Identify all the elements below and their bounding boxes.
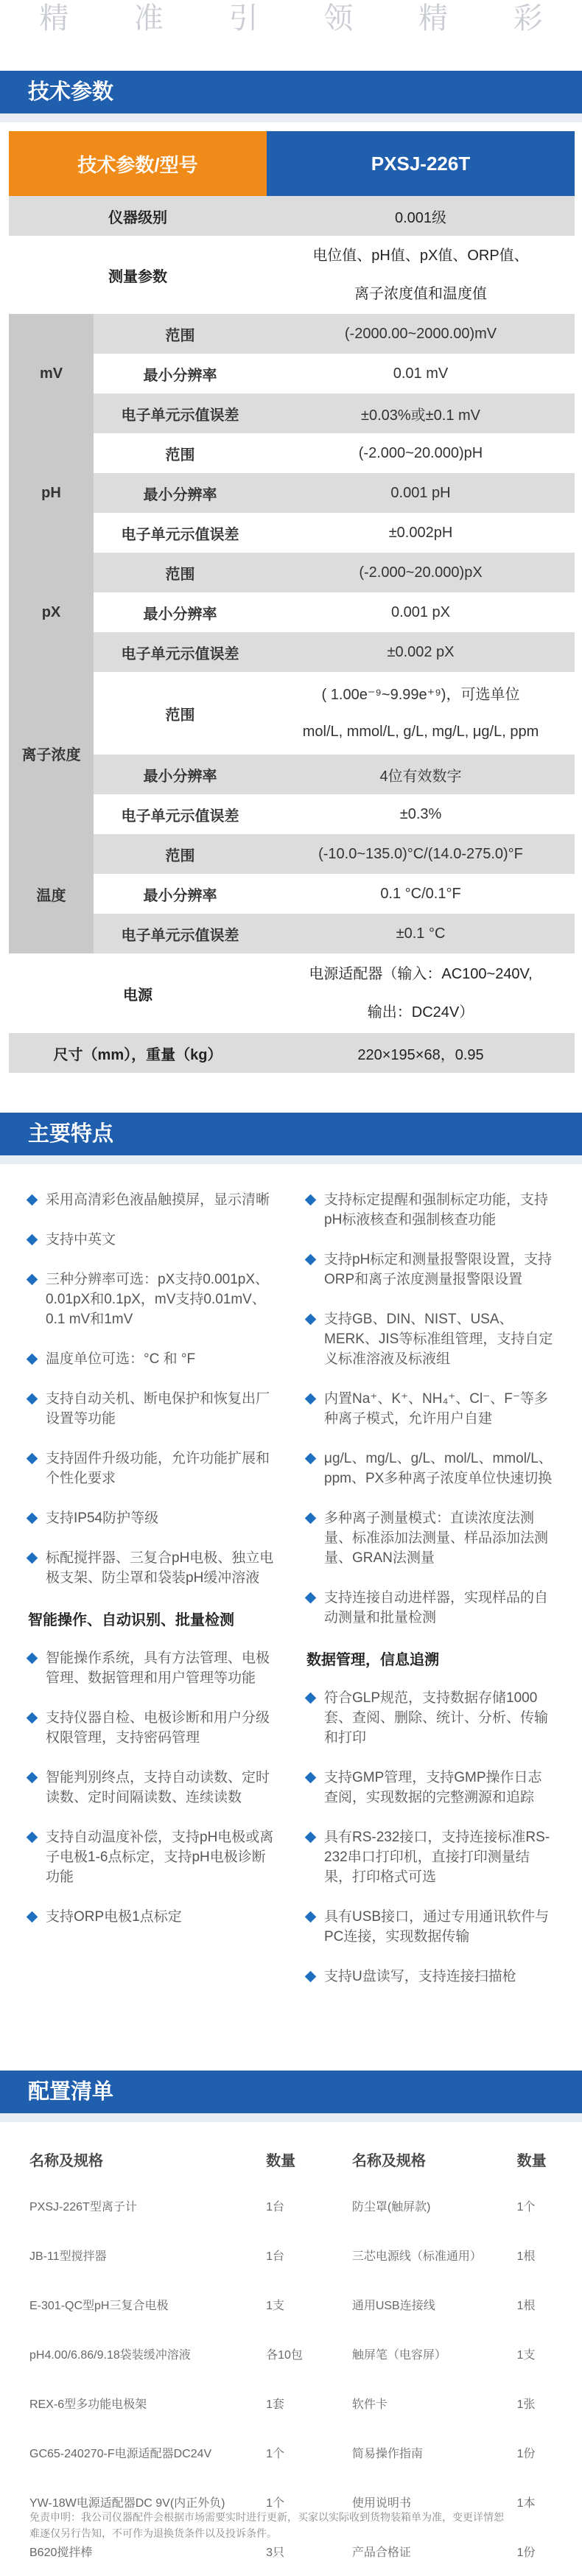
sub-label: 电子单元示值误差 <box>121 808 239 825</box>
sub-label: 电子单元示值误差 <box>121 407 239 424</box>
diamond-bullet-icon <box>27 1553 38 1564</box>
feature-item: μg/L、mg/L、g/L、mol/L、mmol/L、ppm、PX多种离子浓度单位快速切换 <box>301 1449 555 1488</box>
sub-value <box>267 672 575 755</box>
spec-table-head <box>9 131 575 196</box>
spec-section-header <box>0 71 582 113</box>
sub-label: 范围 <box>165 566 195 583</box>
feature-item: 具有RS-232接口，支持连接标准RS-232串口打印机，直接打印测量结果，打印格式可选 <box>301 1827 555 1887</box>
spec-row-params <box>9 236 575 314</box>
spec-subrow <box>94 433 575 473</box>
item-qty: 3只 <box>266 2547 284 2559</box>
item-qty: 1台 <box>266 2250 284 2263</box>
feature-item: 支持连接自动进样器，实现样品的自动测量和批量检测 <box>301 1588 555 1628</box>
diamond-bullet-icon <box>27 1393 38 1405</box>
diamond-bullet-icon <box>305 1772 317 1784</box>
sub-label: 最小分辨率 <box>143 887 217 904</box>
feature-item: 支持GB、DIN、NIST、USA、MERK、JIS等标准组管理，支持自定义标准溶液及标液组 <box>301 1309 555 1369</box>
feature-item: 支持仪器自检、电极诊断和用户分级权限管理，支持密码管理 <box>22 1708 276 1748</box>
feature-item: 多种离子测量模式：直读浓度法测量、标准添加法测量、样品添加法测量、GRAN法测量 <box>301 1508 555 1568</box>
spec-section-title: 技术参数 <box>28 80 114 104</box>
sub-value: 0.01 mV <box>393 365 449 382</box>
item-qty: 1张 <box>516 2398 536 2411</box>
item-qty: 1本 <box>516 2497 536 2510</box>
item-name: 三芯电源线（标准通用） <box>351 2250 482 2263</box>
sub-value: ±0.002 pX <box>387 643 455 660</box>
feature-heading-smart: 智能操作、自动识别、批量检测 <box>28 1612 234 1628</box>
spec-subrow <box>94 473 575 513</box>
sub-value-line: mol/L, mmol/L, g/L, mg/L, μg/L, ppm <box>302 724 539 740</box>
col-qty: 数量 <box>516 2152 547 2169</box>
item-qty: 1份 <box>516 2547 536 2559</box>
item-name: GC65-240270-F电源适配器DC24V <box>29 2448 212 2460</box>
item-qty: 1根 <box>516 2300 536 2312</box>
config-row <box>29 2329 560 2379</box>
spec-subrow <box>94 354 575 393</box>
item-name: B620搅拌棒 <box>29 2547 93 2559</box>
sub-value: (-10.0~135.0)°C/(14.0-275.0)°F <box>318 845 523 862</box>
item-qty: 1套 <box>266 2398 284 2411</box>
diamond-bullet-icon <box>305 1693 317 1704</box>
sub-value: ±0.03%或±0.1 mV <box>360 407 481 424</box>
disclaimer-line: 免责申明：我公司仪器配件会根据市场需要实时进行更新，买家以实际收到货物装箱单为准，变更详情恕 <box>29 2511 504 2523</box>
item-qty: 各10包 <box>266 2349 303 2362</box>
spec-subrow <box>94 834 575 874</box>
sub-value: 0.001 pH <box>390 484 451 501</box>
sub-label: 最小分辨率 <box>143 768 217 785</box>
item-name: JB-11型搅拌器 <box>29 2250 107 2263</box>
config-row <box>29 2379 560 2428</box>
feature-item: 智能判别终点，支持自动读数、定时读数、定时间隔读数、连续读数 <box>22 1768 276 1807</box>
diamond-bullet-icon <box>27 1453 38 1465</box>
spec-row-size <box>9 1033 575 1073</box>
spec-value-line: 电源适配器（输入：AC100~240V, <box>309 966 533 982</box>
spec-subrow <box>94 755 575 794</box>
sub-label: 最小分辨率 <box>143 606 217 623</box>
sub-value: ±0.3% <box>399 805 442 822</box>
config-row <box>29 2181 560 2230</box>
diamond-bullet-icon <box>305 1971 317 1983</box>
group-label: pH <box>9 433 94 553</box>
sub-value: 0.001 pX <box>390 603 451 620</box>
item-name: E-301-QC型pH三复合电极 <box>29 2300 169 2312</box>
diamond-bullet-icon <box>305 1832 317 1844</box>
spec-label: 尺寸（mm），重量（kg） <box>53 1046 222 1063</box>
sub-label: 范围 <box>165 327 195 344</box>
sub-label: 范围 <box>165 847 195 864</box>
spec-group-ph <box>9 433 575 553</box>
sub-label: 最小分辨率 <box>143 486 217 503</box>
config-row <box>29 2428 560 2477</box>
spec-subrow <box>94 592 575 632</box>
item-qty: 1支 <box>266 2300 284 2312</box>
feature-item: 支持自动关机、断电保护和恢复出厂设置等功能 <box>22 1389 276 1429</box>
spec-subrow <box>94 874 575 914</box>
feature-item: 支持标定提醒和强制标定功能，支持pH标液核查和强制核查功能 <box>301 1190 555 1230</box>
diamond-bullet-icon <box>27 1772 38 1784</box>
feature-item: 支持U盘读写，支持连接扫描枪 <box>301 1967 555 1987</box>
diamond-bullet-icon <box>305 1513 317 1525</box>
features-section-header <box>0 1113 582 1155</box>
feature-item: 具有USB接口，通过专用通讯软件与PC连接，实现数据传输 <box>301 1907 555 1947</box>
spec-label: 仪器级别 <box>108 209 167 226</box>
spec-value: 0.001级 <box>394 209 447 226</box>
feature-item: 支持自动温度补偿，支持pH电极或离子电极1-6点标定，支持pH电极诊断功能 <box>22 1827 276 1887</box>
group-label: 温度 <box>9 834 94 953</box>
item-qty: 1个 <box>266 2448 284 2460</box>
feature-item: 支持IP54防护等级 <box>22 1508 276 1528</box>
sub-label: 电子单元示值误差 <box>121 927 239 944</box>
spec-value <box>267 953 575 1033</box>
item-name: 防尘罩(触屏款) <box>351 2201 431 2213</box>
item-name: 通用USB连接线 <box>351 2300 435 2312</box>
spec-value-line: 离子浓度值和温度值 <box>354 286 487 302</box>
item-qty: 1支 <box>516 2349 536 2362</box>
item-name: 简易操作指南 <box>351 2448 423 2460</box>
sub-value: (-2000.00~2000.00)mV <box>344 325 497 342</box>
spec-subrow <box>94 513 575 553</box>
spec-subrow <box>94 914 575 953</box>
config-row <box>29 2230 560 2280</box>
item-qty: 1份 <box>516 2448 536 2460</box>
spec-subrow <box>94 632 575 672</box>
item-name: 软件卡 <box>351 2398 388 2411</box>
diamond-bullet-icon <box>27 1832 38 1844</box>
feature-item: 符合GLP规范，支持数据存储1000套、查阅、删除、统计、分析、传输和打印 <box>301 1688 555 1748</box>
spec-group-ion <box>9 672 575 834</box>
item-name: 使用说明书 <box>351 2497 411 2510</box>
item-name: PXSJ-226T型离子计 <box>29 2201 137 2213</box>
sub-label: 范围 <box>165 447 195 463</box>
spec-subrow <box>94 794 575 834</box>
config-header-row <box>29 2137 560 2181</box>
spec-subrow <box>94 314 575 354</box>
col-qty: 数量 <box>266 2152 296 2169</box>
sub-label: 最小分辨率 <box>143 367 217 384</box>
group-label: 离子浓度 <box>9 672 94 834</box>
diamond-bullet-icon <box>27 1194 38 1206</box>
item-qty: 1个 <box>516 2201 536 2213</box>
config-header-bar <box>0 2113 582 2122</box>
col-name: 名称及规格 <box>29 2152 103 2169</box>
spec-value <box>267 236 575 314</box>
features-right-column <box>301 1190 555 2006</box>
spec-table <box>9 131 575 1073</box>
features-header-bar <box>0 1155 582 1164</box>
diamond-bullet-icon <box>27 1234 38 1246</box>
item-name: pH4.00/6.86/9.18袋装缓冲溶液 <box>29 2349 191 2362</box>
sub-value: (-2.000~20.000)pH <box>358 444 483 461</box>
features-list <box>0 1190 582 2001</box>
sub-value: 4位有效数字 <box>379 768 462 785</box>
diamond-bullet-icon <box>27 1712 38 1724</box>
spec-subrow <box>94 393 575 433</box>
feature-heading-data: 数据管理，信息追溯 <box>306 1652 439 1668</box>
diamond-bullet-icon <box>27 1513 38 1525</box>
sub-value-line: ( 1.00e⁻⁹~9.99e⁺⁹)，可选单位 <box>321 687 520 703</box>
features-left-column <box>22 1190 276 1947</box>
feature-item: 智能操作系统，具有方法管理、电极管理、数据管理和用户管理等功能 <box>22 1648 276 1688</box>
sub-value: (-2.000~20.000)pX <box>359 564 483 581</box>
item-name: REX-6型多功能电极架 <box>29 2398 147 2411</box>
item-qty: 1个 <box>266 2497 284 2510</box>
feature-item: 标配搅拌器、三复合pH电极、独立电极支架、防尘罩和袋装pH缓冲溶液 <box>22 1548 276 1588</box>
spec-group-mv <box>9 314 575 433</box>
config-section-title: 配置清单 <box>28 2080 114 2104</box>
item-name: 产品合格证 <box>351 2547 411 2559</box>
feature-item: 温度单位可选：°C 和 °F <box>22 1349 276 1369</box>
diamond-bullet-icon <box>305 1194 317 1206</box>
spec-label: 测量参数 <box>108 268 167 285</box>
sub-label: 电子单元示值误差 <box>121 645 239 662</box>
group-label: pX <box>9 553 94 672</box>
feature-item: 三种分辨率可选：pX支持0.001pX、0.01pX和0.1pX，mV支持0.01mV、0.1 mV和1mV <box>22 1270 276 1329</box>
spec-head-model: PXSJ-226T <box>267 131 575 196</box>
col-name: 名称及规格 <box>351 2152 426 2169</box>
diamond-bullet-icon <box>305 1393 317 1405</box>
spec-label: 电源 <box>123 987 152 1004</box>
feature-item: 采用高清彩色液晶触摸屏，显示清晰 <box>22 1190 276 1210</box>
config-section-header <box>0 2071 582 2113</box>
spec-row-power <box>9 953 575 1033</box>
diamond-bullet-icon <box>305 1592 317 1604</box>
sub-value: 0.1 °C/0.1°F <box>380 885 461 902</box>
spec-group-px <box>9 553 575 672</box>
spec-header-bar <box>0 113 582 122</box>
spec-value-line: 电位值、pH值、pX值、ORP值、 <box>312 248 529 264</box>
feature-item: 支持ORP电极1点标定 <box>22 1907 276 1927</box>
item-name: 触屏笔（电容屏） <box>351 2349 446 2362</box>
diamond-bullet-icon <box>305 1453 317 1465</box>
feature-item: 支持固件升级功能，允许功能扩展和个性化要求 <box>22 1449 276 1488</box>
spec-group-temp <box>9 834 575 953</box>
diamond-bullet-icon <box>305 1254 317 1266</box>
spec-row-grade <box>9 196 575 236</box>
sub-label: 范围 <box>165 707 195 724</box>
sub-value: ±0.002pH <box>388 524 453 541</box>
diamond-bullet-icon <box>27 1911 38 1923</box>
sub-value: ±0.1 °C <box>396 925 446 942</box>
slogan: 精 准 引 领 精 彩 <box>39 1 571 35</box>
spec-value: 220×195×68，0.95 <box>357 1046 484 1063</box>
diamond-bullet-icon <box>305 1314 317 1326</box>
spec-head-left: 技术参数/型号 <box>9 131 267 196</box>
diamond-bullet-icon <box>27 1354 38 1365</box>
features-section-title: 主要特点 <box>28 1122 114 1146</box>
feature-item: 内置Na⁺、K⁺、NH₄⁺、Cl⁻、F⁻等多种离子模式，允许用户自建 <box>301 1389 555 1429</box>
group-label: mV <box>9 314 94 433</box>
spec-value-line: 输出：DC24V） <box>367 1004 474 1021</box>
item-qty: 1台 <box>266 2201 284 2213</box>
sub-label: 电子单元示值误差 <box>121 526 239 543</box>
spec-subrow <box>94 672 575 755</box>
feature-item: 支持中英文 <box>22 1230 276 1250</box>
diamond-bullet-icon <box>305 1911 317 1923</box>
diamond-bullet-icon <box>27 1653 38 1665</box>
diamond-bullet-icon <box>27 1274 38 1286</box>
disclaimer-line: 难逐仅另行告知，不可作为退换货条件以及投诉条件。 <box>29 2527 277 2539</box>
item-qty: 1根 <box>516 2250 536 2263</box>
config-row <box>29 2280 560 2329</box>
item-name: YW-18W电源适配器DC 9V(内正外负) <box>29 2497 225 2510</box>
spec-subrow <box>94 553 575 592</box>
feature-item: 支持GMP管理，支持GMP操作日志查阅，实现数据的完整溯源和追踪 <box>301 1768 555 1807</box>
disclaimer <box>29 2509 560 2541</box>
feature-item: 支持pH标定和测量报警限设置，支持ORP和离子浓度测量报警限设置 <box>301 1250 555 1289</box>
